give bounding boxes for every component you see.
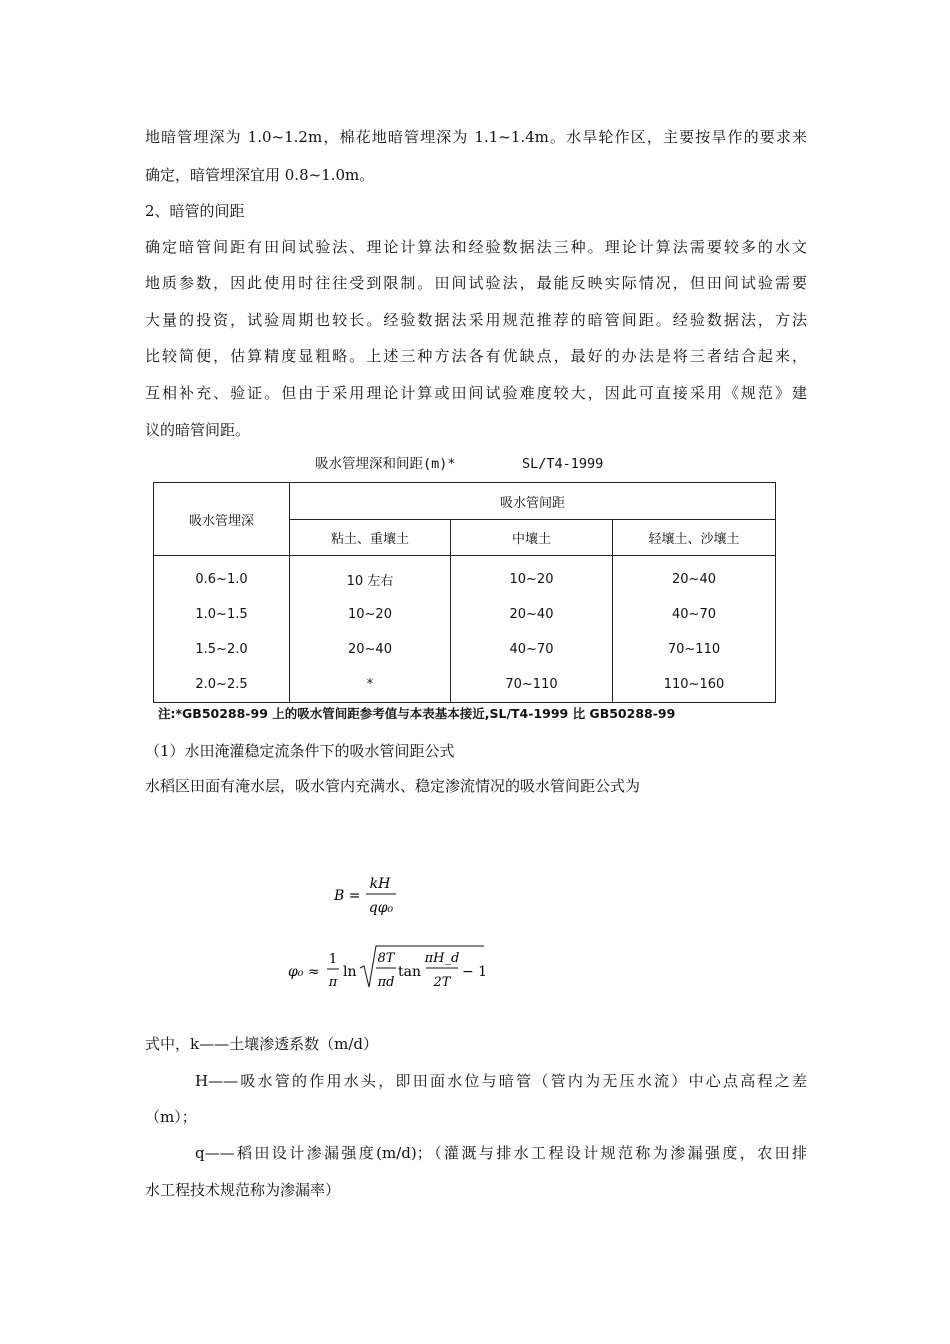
paragraph-line: 互相补充、验证。但由于采用理论计算或田间试验难度较大，因此可直接采用《规范》建 [145, 384, 807, 402]
table-row [154, 667, 776, 703]
paragraph-line: 大量的投资，试验周期也较长。经验数据法采用规范推荐的暗管间距。经验数据法，方法 [145, 311, 807, 329]
cell-light: 20~40 [613, 556, 776, 598]
table-title: 吸水管埋深和间距(m)* [315, 456, 456, 472]
subsection-heading: （1）水田淹灌稳定流条件下的吸水管间距公式 [145, 742, 455, 760]
cell-depth: 2.0~2.5 [154, 667, 290, 703]
f2-tan: tan [398, 964, 421, 980]
f2-frac-den: π [328, 975, 338, 990]
header-spacing: 吸水管间距 [290, 483, 776, 520]
cell-depth: 1.5~2.0 [154, 632, 290, 667]
f2-frac-num: 1 [328, 952, 338, 967]
table-row [154, 632, 776, 667]
definition-k: 式中，k——土壤渗透系数（m/d） [145, 1035, 378, 1053]
paragraph-line: 确定暗管间距有田间试验法、理论计算法和经验数据法三种。理论计算法需要较多的水文 [145, 238, 807, 256]
f2-b-den: 2T [433, 975, 451, 990]
cell-medium: 20~40 [451, 597, 613, 632]
cell-clay: * [290, 667, 451, 703]
f2-ln: ln [343, 964, 357, 980]
cell-light: 70~110 [613, 632, 776, 667]
header-medium: 中壤土 [451, 520, 613, 556]
cell-medium: 40~70 [451, 632, 613, 667]
definition-q-cont: 水工程技术规范称为渗漏率） [145, 1181, 341, 1199]
cell-medium: 70~110 [451, 667, 613, 703]
table-row [154, 597, 776, 632]
cell-depth: 1.0~1.5 [154, 597, 290, 632]
paragraph-line: 地质参数，因此使用时往往受到限制。田间试验法，最能反映实际情况，但田间试验需要 [145, 274, 807, 292]
paragraph-line: 地暗管埋深为 1.0~1.2m，棉花地暗管埋深为 1.1~1.4m。水旱轮作区，主要按旱作的要求来 [145, 128, 807, 146]
f1-numerator: kH [369, 876, 391, 892]
header-light: 轻壤土、沙壤土 [613, 520, 776, 556]
table-note: 注:*GB50288-99 上的吸水管间距参考值与本表基本接近,SL/T4-1999 比 GB50288-99 [158, 706, 676, 721]
section-heading: 2、暗管的间距 [145, 202, 245, 220]
f2-a-num: 8T [377, 951, 395, 966]
cell-depth: 0.6~1.0 [154, 556, 290, 598]
definition-h-cont: （m）； [145, 1108, 197, 1126]
paragraph-line: 比较简便，估算精度显粗略。上述三种方法各有优缺点，最好的办法是将三者结合起来， [145, 347, 807, 365]
f2-lhs: φ₀ ≈ [288, 964, 320, 980]
paragraph-line: 水稻区田面有淹水层，吸水管内充满水、稳定渗流情况的吸水管间距公式为 [145, 777, 641, 795]
cell-clay: 10~20 [290, 597, 451, 632]
f1-lhs: B = [334, 888, 361, 904]
definition-q: q——稻田设计渗漏强度(m/d)；（灌溉与排水工程设计规范称为渗漏强度，农田排 [195, 1144, 807, 1162]
cell-clay: 20~40 [290, 632, 451, 667]
header-clay: 粘土、重壤土 [290, 520, 451, 556]
f2-a-den: πd [377, 975, 395, 990]
cell-clay: 10 左右 [290, 556, 451, 598]
f2-minus-one: − 1 [462, 964, 488, 980]
table-row [154, 556, 776, 598]
paragraph-line: 议的暗管间距。 [145, 421, 251, 439]
table-standard: SL/T4-1999 [522, 456, 604, 472]
f2-b-num: πH_d [424, 951, 460, 966]
cell-light: 110~160 [613, 667, 776, 703]
paragraph-line: 确定，暗管埋深宜用 0.8~1.0m。 [145, 166, 375, 184]
f1-denominator: qφ₀ [368, 900, 394, 916]
cell-light: 40~70 [613, 597, 776, 632]
definition-h: H——吸水管的作用水头，即田面水位与暗管（管内为无压水流）中心点高程之差 [195, 1072, 807, 1090]
cell-medium: 10~20 [451, 556, 613, 598]
spacing-table [153, 482, 776, 703]
header-depth: 吸水管埋深 [154, 483, 290, 556]
spacing-formula [280, 860, 520, 1010]
formula-svg [280, 860, 520, 1010]
